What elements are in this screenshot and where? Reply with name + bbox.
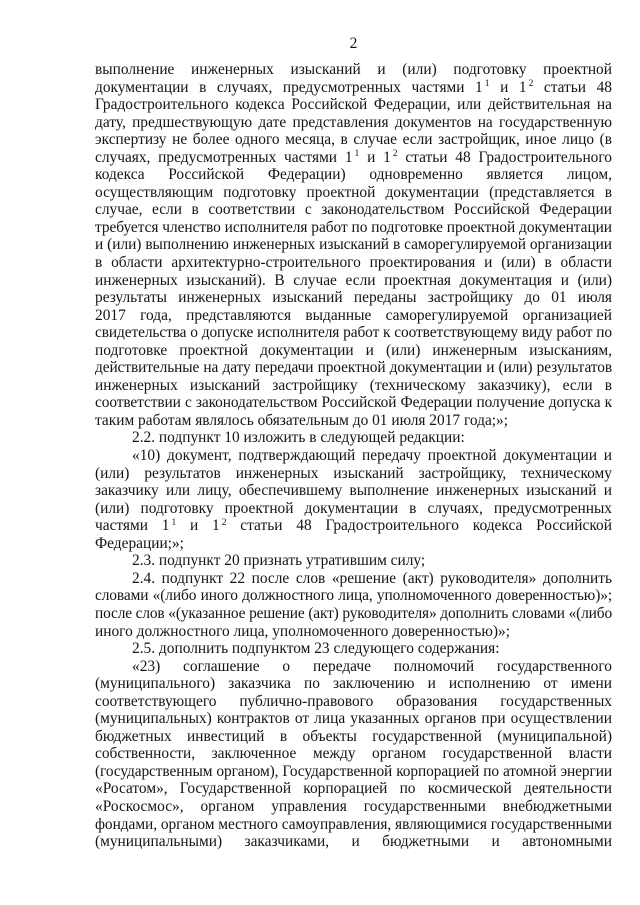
text-line: 2.2. подпункт 10 изложить в следующей редакции: bbox=[132, 429, 465, 447]
paragraph bbox=[95, 640, 612, 658]
text-segment: статьи 48 bbox=[533, 78, 612, 96]
superscript: 1 bbox=[354, 148, 360, 160]
paragraph bbox=[95, 570, 612, 640]
text-line: бюджетных инвестиций в объекты государственной (муниципальной) bbox=[95, 727, 612, 745]
text-segment: документации в случаях, предусмотренных частями 1 bbox=[95, 78, 483, 96]
text-line: (или) подготовку проектной документации в случаях, предусмотренных bbox=[95, 499, 612, 517]
text-line: (муниципальных) контрактов от лица указанных органов при осуществлении bbox=[95, 710, 612, 728]
text-line: подготовке проектной документации и (или) инженерным изысканиям, bbox=[95, 341, 612, 359]
text-line: экспертизу не более одного месяца, в случае если застройщик, иное лицо (в bbox=[95, 131, 612, 149]
text-line: «10) документ, подтверждающий передачу проектной документации и bbox=[132, 447, 612, 465]
paragraph bbox=[95, 658, 612, 851]
text-line: иного должностного лица, уполномоченного доверенностью)»; bbox=[95, 622, 511, 640]
text-line: «23) соглашение о передаче полномочий государственного bbox=[132, 657, 612, 675]
text-line: собственности, заключенное между органом государственной власти bbox=[95, 745, 612, 763]
text-line: 2.3. подпункт 20 признать утратившим силу; bbox=[132, 552, 426, 570]
text-line: инженерных изысканий застройщику (техническому заказчику), если в bbox=[95, 376, 612, 394]
text-line: заказчику или лицу, обеспечившему выполнение инженерных изысканий и bbox=[95, 482, 612, 500]
text-line: словами «(либо иного должностного лица, уполномоченного доверенностью)»; bbox=[95, 587, 612, 605]
text-line: (государственным органом), Государственной корпорацией по атомной энергии bbox=[95, 762, 612, 780]
paragraph bbox=[95, 447, 612, 552]
page-number: 2 bbox=[349, 35, 358, 52]
text-line: в области архитектурно-строительного проектирования и (или) в области bbox=[95, 254, 612, 272]
text-line: выполнение инженерных изысканий и (или) подготовку проектной bbox=[95, 61, 612, 78]
text-line: результаты инженерных изысканий переданы застройщику до 01 июля bbox=[95, 289, 612, 307]
text-line: после слов «(указанное решение (акт) руководителя» дополнить словами «(либо bbox=[95, 604, 612, 622]
superscript: 2 bbox=[221, 516, 227, 528]
text-line: 2.5. дополнить подпунктом 23 следующего содержания: bbox=[132, 640, 500, 658]
superscript: 2 bbox=[392, 148, 398, 160]
text-line: случае, если в соответствии с законодательством Российской Федерации bbox=[95, 201, 612, 219]
text-segment: и 1 bbox=[489, 78, 527, 96]
text-line: Федерации;»; bbox=[95, 534, 184, 552]
text-line: Градостроительного кодекса Российской Федерации, или действительная на bbox=[95, 96, 612, 114]
text-segment: статьи 48 Градостроительного кодекса Российской bbox=[226, 517, 612, 535]
text-line: и (или) выполнению инженерных изысканий в саморегулируемой организации bbox=[95, 236, 612, 254]
text-line: фондами, органом местного самоуправления, являющимися государственными bbox=[95, 815, 612, 833]
text-line: 2.4. подпункт 22 после слов «решение (акт) руководителя» дополнить bbox=[132, 569, 612, 587]
text-line: свидетельства о допуске исполнителя работ к соответствующему виду работ по bbox=[95, 324, 612, 342]
text-line bbox=[95, 149, 612, 167]
text-line bbox=[95, 79, 612, 97]
text-segment: и 1 bbox=[176, 517, 220, 535]
text-segment: частями 1 bbox=[95, 517, 170, 535]
text-line: (муниципального) заказчика по заключению и исполнению от имени bbox=[95, 675, 612, 693]
text-line: действительные на дату передачи проектной документации и (или) результатов bbox=[95, 359, 612, 377]
text-line: соответствующего публично-правового образования государственных bbox=[95, 692, 612, 710]
text-line: 2017 года, представляются выданные саморегулируемой организацией bbox=[95, 306, 612, 324]
text-line: «Роскосмос», органом управления государственными внебюджетными bbox=[95, 797, 612, 815]
text-line: (или) результатов инженерных изысканий застройщику, техническому bbox=[95, 464, 612, 482]
text-line bbox=[95, 517, 612, 535]
paragraph bbox=[95, 429, 612, 447]
text-line: соответствии с законодательством Российской Федерации получение допуска к bbox=[95, 394, 612, 412]
paragraph bbox=[95, 552, 612, 570]
superscript: 1 bbox=[171, 516, 177, 528]
text-segment: случаях, предусмотренных частями 1 bbox=[95, 148, 353, 166]
superscript: 2 bbox=[528, 78, 534, 90]
document-body bbox=[95, 61, 612, 851]
text-line: осуществляющим подготовку проектной документации (представляется в bbox=[95, 183, 612, 201]
text-segment: и 1 bbox=[359, 148, 391, 166]
text-line: дату, предшествующую дате представления документов на государственную bbox=[95, 113, 612, 131]
text-segment: статьи 48 Градостроительного bbox=[397, 148, 613, 166]
superscript: 1 bbox=[484, 78, 490, 90]
text-line: кодекса Российской Федерации) одновременно является лицом, bbox=[95, 166, 612, 184]
text-line: таким работам являлось обязательным до 01 июля 2017 года;»; bbox=[95, 411, 509, 429]
text-line: инженерных изысканий). В случае если проектная документация и (или) bbox=[95, 271, 612, 289]
text-line: (муниципальными) заказчиками, и бюджетными и автономными bbox=[95, 833, 612, 851]
paragraph bbox=[95, 61, 612, 429]
text-line: «Росатом», Государственной корпорацией по космической деятельности bbox=[95, 780, 612, 798]
text-line: требуется членство исполнителя работ по подготовке проектной документации bbox=[95, 218, 612, 236]
